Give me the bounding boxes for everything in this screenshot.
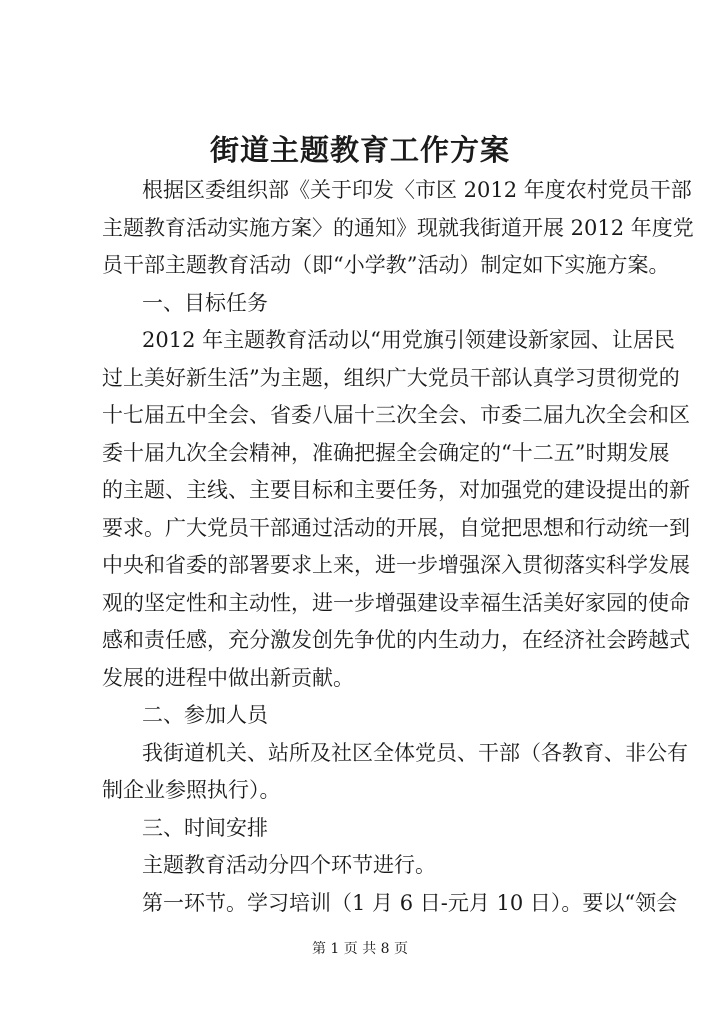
- paragraph-line: 发展的进程中做出新贡献。: [102, 666, 354, 690]
- paragraph-line: 中央和省委的部署要求上来，进一步增强深入贯彻落实科学发展: [102, 553, 690, 577]
- paragraph-line: 的主题、主线、主要目标和主要任务，对加强党的建设提出的新: [102, 478, 690, 502]
- paragraph-line: 主题教育活动实施方案〉的通知》现就我街道开展 2012 年度党: [102, 216, 694, 240]
- section-heading: 二、参加人员: [142, 703, 268, 727]
- paragraph-line: 根据区委组织部《关于印发〈市区 2012 年度农村党员干部: [142, 178, 692, 202]
- paragraph-line: 过上美好新生活”为主题，组织广大党员干部认真学习贯彻党的: [102, 366, 680, 390]
- page-number: 第 1 页 共 8 页: [311, 941, 409, 957]
- paragraph-line: 感和责任感，充分激发创先争优的内生动力，在经济社会跨越式: [102, 628, 690, 652]
- paragraph-line: 制企业参照执行）。: [102, 778, 281, 802]
- paragraph-line: 主题教育活动分四个环节进行。: [142, 853, 436, 877]
- paragraph-line: 观的坚定性和主动性，进一步增强建设幸福生活美好家园的使命: [102, 591, 690, 615]
- paragraph-line: 2012 年主题教育活动以“用党旗引领建设新家园、让居民: [142, 328, 675, 352]
- paragraph-line: 我街道机关、站所及社区全体党员、干部（各教育、非公有: [142, 741, 688, 765]
- paragraph-line: 员干部主题教育活动（即“小学教”活动）制定如下实施方案。: [102, 253, 670, 277]
- section-heading: 一、目标任务: [142, 291, 268, 315]
- paragraph-line: 十七届五中全会、省委八届十三次全会、市委二届九次全会和区: [102, 403, 690, 427]
- paragraph-line: 委十届九次全会精神，准确把握全会确定的“十二五”时期发展: [102, 441, 670, 465]
- document-title: 街道主题教育工作方案: [209, 133, 510, 167]
- paragraph-line: 第一环节。学习培训（1 月 6 日-元月 10 日）。要以“领会: [142, 891, 678, 915]
- section-heading: 三、时间安排: [142, 816, 268, 840]
- paragraph-line: 要求。广大党员干部通过活动的开展，自觉把思想和行动统一到: [102, 516, 690, 540]
